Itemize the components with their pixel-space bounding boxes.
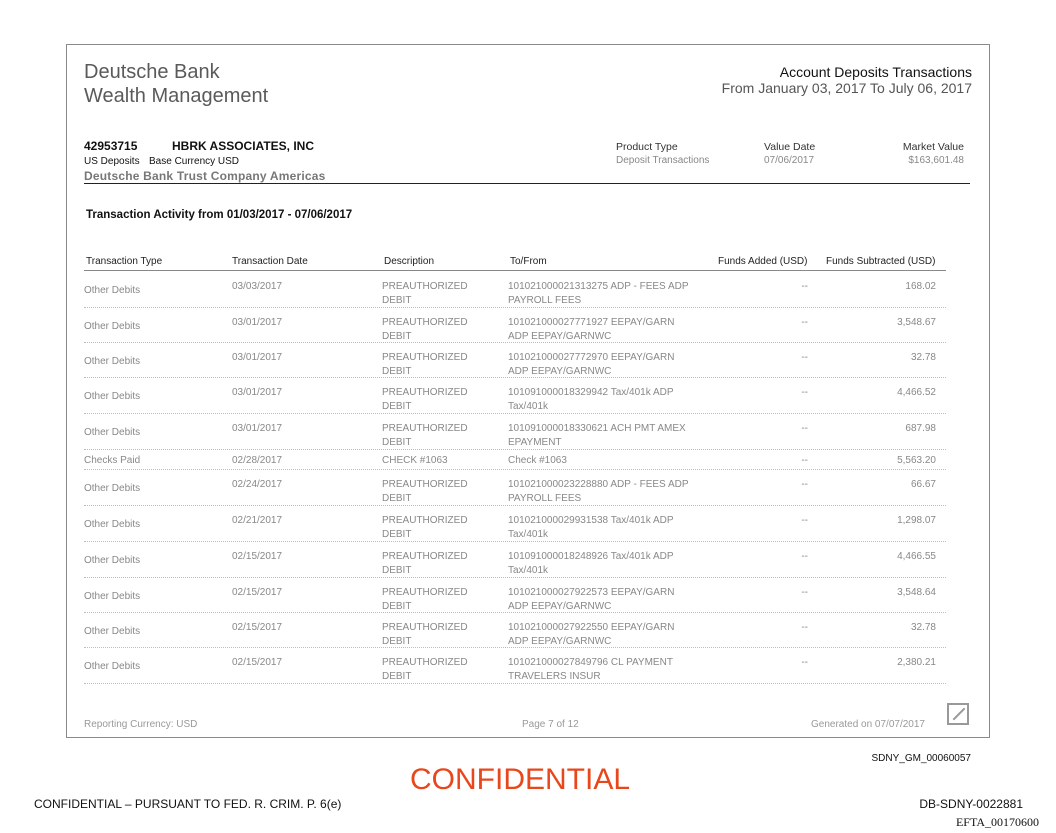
transaction-date-cell: 03/01/2017 [232, 423, 283, 434]
description-line2: DEBIT [382, 331, 412, 342]
description-cell [382, 422, 492, 450]
description-cell [382, 454, 492, 468]
column-header-funds-subtracted: Funds Subtracted (USD) [826, 256, 936, 267]
value-date-label: Value Date [764, 141, 816, 153]
funds-subtracted-cell: 3,548.64 [897, 587, 936, 598]
account-number: 42953715 [84, 139, 138, 153]
description-line2: DEBIT [382, 295, 412, 306]
table-row [84, 578, 946, 613]
value-date-value: 07/06/2017 [764, 155, 815, 166]
to-from-line1: Check #1063 [508, 455, 567, 466]
account-base-currency: Base Currency USD [149, 156, 240, 167]
transaction-date-cell: 02/15/2017 [232, 657, 283, 668]
funds-subtracted-cell: 1,298.07 [897, 515, 936, 526]
description-cell [382, 621, 492, 649]
to-from-line1: 101021000027922573 EEPAY/GARN [508, 587, 675, 598]
to-from-line2: ADP EEPAY/GARNWC [508, 331, 612, 342]
description-line2: DEBIT [382, 529, 412, 540]
to-from-cell [508, 422, 718, 450]
to-from-cell [508, 316, 718, 344]
transaction-date-cell: 02/28/2017 [232, 455, 283, 466]
funds-subtracted-cell: 32.78 [910, 352, 936, 363]
to-from-line1: 101021000027922550 EEPAY/GARN [508, 622, 675, 633]
description-line2: DEBIT [382, 565, 412, 576]
description-cell [382, 478, 492, 506]
market-value-label: Market Value [902, 141, 964, 153]
funds-added-cell: -- [801, 515, 808, 526]
description-line1: PREAUTHORIZED [382, 587, 468, 598]
bank-name-line1: Deutsche Bank [84, 61, 220, 83]
funds-added-cell: -- [801, 387, 808, 398]
funds-subtracted-cell: 2,380.21 [897, 657, 936, 668]
to-from-cell [508, 280, 718, 308]
deutsche-bank-logo-icon [947, 703, 969, 725]
report-title: Account Deposits Transactions [779, 64, 972, 80]
account-company: Deutsche Bank Trust Company Americas [84, 169, 326, 183]
to-from-line1: 101021000023228880 ADP - FEES ADP [508, 479, 689, 490]
to-from-line1: 101021000027772970 EEPAY/GARN [508, 352, 675, 363]
description-line1: PREAUTHORIZED [382, 515, 468, 526]
to-from-line1: 101021000027771927 EEPAY/GARN [508, 317, 675, 328]
description-line1: PREAUTHORIZED [382, 657, 468, 668]
confidential-stamp: CONFIDENTIAL [410, 763, 631, 796]
table-row [84, 542, 946, 578]
generated-date: Generated on 07/07/2017 [811, 719, 925, 730]
to-from-line2: Tax/401k [508, 529, 549, 540]
product-type-value: Deposit Transactions [616, 155, 710, 166]
table-row [84, 450, 946, 470]
to-from-line2: ADP EEPAY/GARNWC [508, 366, 612, 377]
transaction-type-cell: Other Debits [84, 661, 141, 672]
table-row [84, 648, 946, 684]
transaction-date-cell: 02/15/2017 [232, 622, 283, 633]
to-from-cell [508, 386, 718, 414]
confidential-notice: CONFIDENTIAL – PURSUANT TO FED. R. CRIM. P. 6(e) [34, 797, 342, 811]
funds-subtracted-cell: 4,466.55 [897, 551, 936, 562]
column-header-description: Description [384, 256, 435, 267]
transaction-type-cell: Other Debits [84, 555, 141, 566]
funds-subtracted-cell: 168.02 [905, 281, 936, 292]
funds-added-cell: -- [801, 657, 808, 668]
funds-added-cell: -- [801, 423, 808, 434]
to-from-cell [508, 656, 718, 684]
table-row [84, 343, 946, 378]
product-type-label: Product Type [616, 141, 678, 153]
table-header-divider [84, 270, 946, 271]
to-from-cell [508, 478, 718, 506]
to-from-line2: Tax/401k [508, 565, 549, 576]
description-line2: DEBIT [382, 671, 412, 682]
transaction-date-cell: 03/01/2017 [232, 352, 283, 363]
description-line1: CHECK #1063 [382, 455, 448, 466]
funds-subtracted-cell: 66.67 [910, 479, 936, 490]
transaction-type-cell: Other Debits [84, 356, 141, 367]
transaction-type-cell: Other Debits [84, 321, 141, 332]
to-from-line1: 101091000018330621 ACH PMT AMEX [508, 423, 686, 434]
description-line1: PREAUTHORIZED [382, 281, 468, 292]
activity-title-dates: 01/03/2017 - 07/06/2017 [226, 209, 353, 221]
to-from-line1: 101091000018329942 Tax/401k ADP [508, 387, 674, 398]
to-from-line1: 101021000027849796 CL PAYMENT [508, 657, 673, 668]
funds-subtracted-cell: 3,548.67 [897, 317, 936, 328]
table-row [84, 414, 946, 450]
bank-name [84, 60, 268, 108]
to-from-line2: ADP EEPAY/GARNWC [508, 636, 612, 647]
to-from-cell [508, 550, 718, 578]
description-line1: PREAUTHORIZED [382, 551, 468, 562]
to-from-line1: 101021000021313275 ADP - FEES ADP [508, 281, 689, 292]
funds-added-cell: -- [801, 352, 808, 363]
funds-added-cell: -- [801, 317, 808, 328]
bates-number-sdny-gm: SDNY_GM_00060057 [871, 753, 971, 764]
reporting-currency: Reporting Currency: USD [84, 719, 198, 730]
header-divider [84, 183, 970, 184]
description-line1: PREAUTHORIZED [382, 423, 468, 434]
funds-added-cell: -- [801, 281, 808, 292]
table-row [84, 506, 946, 542]
transaction-date-cell: 03/03/2017 [232, 281, 283, 292]
to-from-line1: 101091000018248926 Tax/401k ADP [508, 551, 674, 562]
funds-added-cell: -- [801, 455, 808, 466]
funds-subtracted-cell: 687.98 [905, 423, 936, 434]
table-row [84, 378, 946, 414]
transaction-type-cell: Other Debits [84, 626, 141, 637]
column-header-funds-added: Funds Added (USD) [718, 256, 808, 267]
page-number: Page 7 of 12 [522, 719, 579, 730]
description-cell [382, 586, 492, 614]
description-cell [382, 386, 492, 414]
description-line2: DEBIT [382, 366, 412, 377]
description-cell [382, 316, 492, 344]
funds-added-cell: -- [801, 551, 808, 562]
description-line2: DEBIT [382, 437, 412, 448]
transaction-type-cell: Other Debits [84, 427, 141, 438]
column-header-transaction-type: Transaction Type [86, 256, 163, 267]
description-line1: PREAUTHORIZED [382, 622, 468, 633]
account-name: HBRK ASSOCIATES, INC [172, 139, 315, 153]
description-line2: DEBIT [382, 401, 412, 412]
market-value-value: $163,601.48 [908, 155, 964, 166]
column-header-to-from: To/From [510, 256, 547, 267]
transaction-date-cell: 02/21/2017 [232, 515, 283, 526]
table-row [84, 613, 946, 648]
funds-added-cell: -- [801, 479, 808, 490]
transaction-type-cell: Other Debits [84, 591, 141, 602]
transaction-type-cell: Checks Paid [84, 455, 141, 466]
to-from-line2: PAYROLL FEES [508, 493, 582, 504]
transaction-type-cell: Other Debits [84, 519, 141, 530]
report-date-range: From January 03, 2017 To July 06, 2017 [721, 80, 972, 96]
funds-subtracted-cell: 5,563.20 [897, 455, 936, 466]
funds-subtracted-cell: 32.78 [910, 622, 936, 633]
table-row [84, 470, 946, 506]
transaction-date-cell: 02/24/2017 [232, 479, 283, 490]
to-from-line2: TRAVELERS INSUR [508, 671, 601, 682]
transaction-date-cell: 02/15/2017 [232, 587, 283, 598]
description-line1: PREAUTHORIZED [382, 387, 468, 398]
description-line1: PREAUTHORIZED [382, 352, 468, 363]
description-cell [382, 656, 492, 684]
transaction-type-cell: Other Debits [84, 285, 141, 296]
funds-added-cell: -- [801, 622, 808, 633]
funds-subtracted-cell: 4,466.52 [897, 387, 936, 398]
to-from-cell [508, 586, 718, 614]
table-row [84, 308, 946, 343]
description-cell [382, 351, 492, 379]
description-cell [382, 514, 492, 542]
table-row [84, 272, 946, 308]
to-from-line2: ADP EEPAY/GARNWC [508, 601, 612, 612]
activity-title [86, 209, 352, 221]
description-cell [382, 550, 492, 578]
to-from-cell [508, 454, 718, 468]
transaction-type-cell: Other Debits [84, 483, 141, 494]
description-line2: DEBIT [382, 493, 412, 504]
to-from-cell [508, 621, 718, 649]
transaction-type-cell: Other Debits [84, 391, 141, 402]
description-line1: PREAUTHORIZED [382, 479, 468, 490]
funds-added-cell: -- [801, 587, 808, 598]
to-from-cell [508, 514, 718, 542]
to-from-line1: 101021000029931538 Tax/401k ADP [508, 515, 674, 526]
transaction-date-cell: 03/01/2017 [232, 387, 283, 398]
description-line2: DEBIT [382, 601, 412, 612]
transaction-date-cell: 03/01/2017 [232, 317, 283, 328]
bates-number-efta: EFTA_00170600 [955, 815, 1039, 829]
bank-name-line2: Wealth Management [84, 85, 269, 107]
bates-number-db-sdny: DB-SDNY-0022881 [919, 797, 1023, 811]
description-line2: DEBIT [382, 636, 412, 647]
to-from-line2: PAYROLL FEES [508, 295, 582, 306]
activity-title-prefix: Transaction Activity from [86, 209, 227, 221]
description-line1: PREAUTHORIZED [382, 317, 468, 328]
to-from-line2: EPAYMENT [508, 437, 562, 448]
transaction-date-cell: 02/15/2017 [232, 551, 283, 562]
to-from-cell [508, 351, 718, 379]
to-from-line2: Tax/401k [508, 401, 549, 412]
column-header-transaction-date: Transaction Date [232, 256, 308, 267]
account-type: US Deposits [84, 156, 140, 167]
description-cell [382, 280, 492, 308]
